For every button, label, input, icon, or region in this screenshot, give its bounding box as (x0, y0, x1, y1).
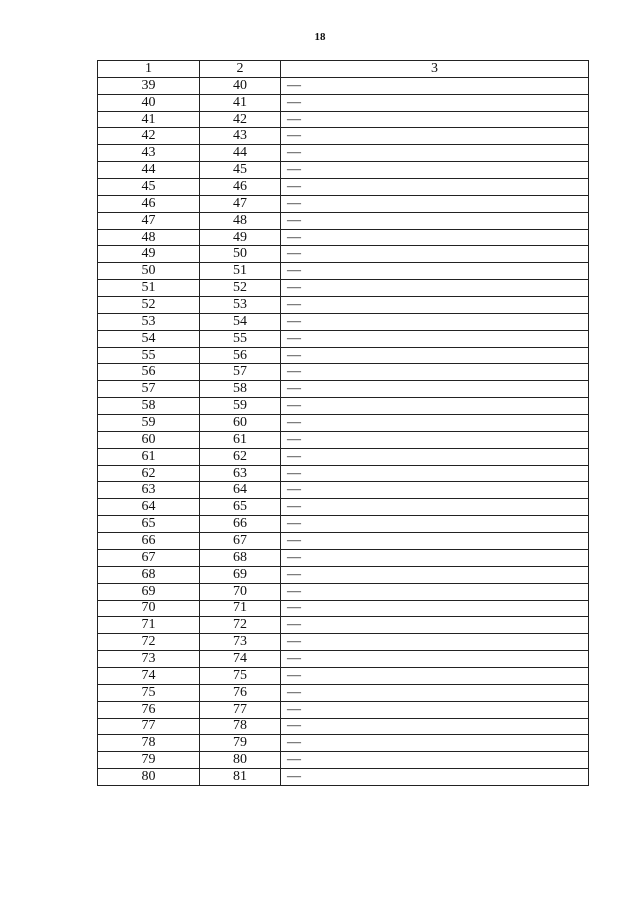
table-cell-col1: 51 (98, 280, 200, 297)
table-row (98, 684, 589, 701)
table-cell-col1: 54 (98, 330, 200, 347)
table-cell-col3: — (281, 583, 589, 600)
table-row (98, 313, 589, 330)
table-cell-col1: 44 (98, 162, 200, 179)
table-cell-col1: 62 (98, 465, 200, 482)
table-cell-col2: 74 (200, 651, 281, 668)
table-cell-col1: 42 (98, 128, 200, 145)
table-cell-col3: — (281, 381, 589, 398)
table-cell-col2: 73 (200, 634, 281, 651)
table-cell-col3: — (281, 330, 589, 347)
table-cell-col1: 64 (98, 499, 200, 516)
table-cell-col1: 59 (98, 415, 200, 432)
table-row (98, 516, 589, 533)
table-row (98, 347, 589, 364)
table-row (98, 263, 589, 280)
table-cell-col2: 57 (200, 364, 281, 381)
table-cell-col1: 70 (98, 600, 200, 617)
table-cell-col2: 44 (200, 145, 281, 162)
table-cell-col3: — (281, 667, 589, 684)
table-cell-col1: 73 (98, 651, 200, 668)
table-cell-col1: 75 (98, 684, 200, 701)
table-row (98, 583, 589, 600)
table-row (98, 179, 589, 196)
table-cell-col2: 51 (200, 263, 281, 280)
table-row (98, 735, 589, 752)
table-cell-col3: — (281, 701, 589, 718)
table-row (98, 701, 589, 718)
table-cell-col2: 75 (200, 667, 281, 684)
table-row (98, 634, 589, 651)
table-row (98, 297, 589, 314)
table-cell-col2: 66 (200, 516, 281, 533)
table-cell-col2: 46 (200, 179, 281, 196)
table-row (98, 667, 589, 684)
table-cell-col3: — (281, 448, 589, 465)
table-row (98, 145, 589, 162)
table-cell-col2: 70 (200, 583, 281, 600)
table-cell-col3: — (281, 263, 589, 280)
table-cell-col2: 59 (200, 398, 281, 415)
table-cell-col1: 77 (98, 718, 200, 735)
table-cell-col1: 45 (98, 179, 200, 196)
page-number: 18 (314, 31, 326, 43)
table-cell-col1: 52 (98, 297, 200, 314)
table-cell-col1: 56 (98, 364, 200, 381)
table-cell-col1: 50 (98, 263, 200, 280)
table-cell-col1: 66 (98, 533, 200, 550)
table-cell-col3: — (281, 431, 589, 448)
table-row (98, 364, 589, 381)
table-header-row (98, 61, 589, 78)
table-cell-col3: — (281, 769, 589, 786)
table-cell-col3: — (281, 111, 589, 128)
table-cell-col2: 45 (200, 162, 281, 179)
table-row (98, 566, 589, 583)
table-cell-col3: — (281, 94, 589, 111)
table-cell-col1: 61 (98, 448, 200, 465)
table-cell-col2: 78 (200, 718, 281, 735)
table-cell-col3: — (281, 212, 589, 229)
table-row (98, 448, 589, 465)
table-cell-col1: 69 (98, 583, 200, 600)
table-cell-col1: 60 (98, 431, 200, 448)
table-cell-col1: 39 (98, 77, 200, 94)
table-cell-col3: — (281, 415, 589, 432)
table-row (98, 280, 589, 297)
table-row (98, 499, 589, 516)
table-cell-col2: 79 (200, 735, 281, 752)
table-row (98, 415, 589, 432)
table-cell-col2: 50 (200, 246, 281, 263)
table-cell-col3: — (281, 465, 589, 482)
table-cell-col2: 47 (200, 195, 281, 212)
table-cell-col2: 77 (200, 701, 281, 718)
data-table (97, 60, 589, 786)
column-header-3: 3 (281, 61, 589, 78)
column-header-1: 1 (98, 61, 200, 78)
table-row (98, 533, 589, 550)
table-body (98, 77, 589, 785)
table-cell-col3: — (281, 280, 589, 297)
table-cell-col1: 74 (98, 667, 200, 684)
table-row (98, 600, 589, 617)
table-cell-col3: — (281, 499, 589, 516)
table-cell-col3: — (281, 162, 589, 179)
table-cell-col3: — (281, 617, 589, 634)
table-cell-col2: 58 (200, 381, 281, 398)
table-cell-col1: 48 (98, 229, 200, 246)
table-cell-col2: 65 (200, 499, 281, 516)
table-cell-col2: 72 (200, 617, 281, 634)
table-row (98, 398, 589, 415)
table-cell-col1: 55 (98, 347, 200, 364)
table-cell-col3: — (281, 195, 589, 212)
table-cell-col1: 40 (98, 94, 200, 111)
table-cell-col2: 54 (200, 313, 281, 330)
table-cell-col3: — (281, 549, 589, 566)
table-cell-col2: 81 (200, 769, 281, 786)
table-cell-col3: — (281, 145, 589, 162)
table-cell-col3: — (281, 229, 589, 246)
table-row (98, 752, 589, 769)
table-cell-col3: — (281, 246, 589, 263)
table-cell-col2: 68 (200, 549, 281, 566)
table-cell-col3: — (281, 482, 589, 499)
table-cell-col1: 63 (98, 482, 200, 499)
table-cell-col2: 71 (200, 600, 281, 617)
table-row (98, 94, 589, 111)
table-cell-col2: 62 (200, 448, 281, 465)
table-cell-col2: 42 (200, 111, 281, 128)
table-cell-col2: 56 (200, 347, 281, 364)
table-row (98, 111, 589, 128)
table-cell-col1: 67 (98, 549, 200, 566)
table-cell-col1: 41 (98, 111, 200, 128)
table-cell-col2: 53 (200, 297, 281, 314)
table-cell-col3: — (281, 347, 589, 364)
table-row (98, 77, 589, 94)
table-cell-col3: — (281, 634, 589, 651)
table-cell-col3: — (281, 128, 589, 145)
table-row (98, 246, 589, 263)
column-header-2: 2 (200, 61, 281, 78)
table-cell-col1: 43 (98, 145, 200, 162)
table-cell-col3: — (281, 398, 589, 415)
table-cell-col1: 58 (98, 398, 200, 415)
table-cell-col1: 46 (98, 195, 200, 212)
table-cell-col3: — (281, 297, 589, 314)
table-cell-col3: — (281, 651, 589, 668)
table-cell-col2: 76 (200, 684, 281, 701)
table-cell-col3: — (281, 600, 589, 617)
table-cell-col3: — (281, 77, 589, 94)
table-row (98, 718, 589, 735)
table-row (98, 195, 589, 212)
table-cell-col2: 55 (200, 330, 281, 347)
table-cell-col3: — (281, 566, 589, 583)
table-cell-col2: 61 (200, 431, 281, 448)
table-cell-col1: 80 (98, 769, 200, 786)
table-cell-col1: 76 (98, 701, 200, 718)
table-cell-col3: — (281, 364, 589, 381)
table-cell-col3: — (281, 718, 589, 735)
table-row (98, 229, 589, 246)
table-cell-col3: — (281, 533, 589, 550)
table-cell-col3: — (281, 752, 589, 769)
table-row (98, 431, 589, 448)
table-cell-col1: 57 (98, 381, 200, 398)
table-row (98, 162, 589, 179)
table-cell-col1: 49 (98, 246, 200, 263)
table-row (98, 482, 589, 499)
table-cell-col2: 40 (200, 77, 281, 94)
table-row (98, 381, 589, 398)
table-cell-col3: — (281, 179, 589, 196)
table-row (98, 465, 589, 482)
table-cell-col3: — (281, 516, 589, 533)
table-cell-col1: 53 (98, 313, 200, 330)
table-row (98, 330, 589, 347)
table-cell-col1: 72 (98, 634, 200, 651)
table-row (98, 617, 589, 634)
table-cell-col2: 60 (200, 415, 281, 432)
table-row (98, 128, 589, 145)
table-cell-col2: 63 (200, 465, 281, 482)
table-cell-col2: 48 (200, 212, 281, 229)
table-cell-col3: — (281, 684, 589, 701)
table-row (98, 212, 589, 229)
table-cell-col1: 65 (98, 516, 200, 533)
table-cell-col1: 71 (98, 617, 200, 634)
table-cell-col2: 43 (200, 128, 281, 145)
table-cell-col1: 68 (98, 566, 200, 583)
table-cell-col2: 64 (200, 482, 281, 499)
table-row (98, 651, 589, 668)
table-cell-col2: 69 (200, 566, 281, 583)
table-cell-col2: 80 (200, 752, 281, 769)
table-cell-col2: 41 (200, 94, 281, 111)
table-row (98, 769, 589, 786)
table-cell-col2: 52 (200, 280, 281, 297)
table-cell-col3: — (281, 313, 589, 330)
table-cell-col1: 47 (98, 212, 200, 229)
table-cell-col1: 79 (98, 752, 200, 769)
table-cell-col2: 49 (200, 229, 281, 246)
table-row (98, 549, 589, 566)
table-cell-col2: 67 (200, 533, 281, 550)
table-cell-col3: — (281, 735, 589, 752)
table-cell-col1: 78 (98, 735, 200, 752)
